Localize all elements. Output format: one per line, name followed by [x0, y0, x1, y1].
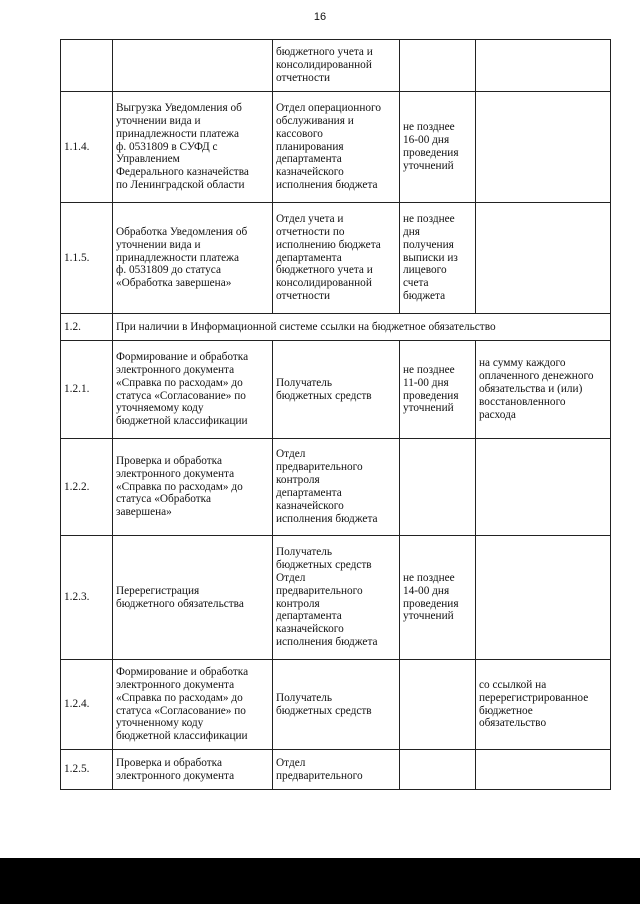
- performer-cell: Отдел учета и отчетности по исполнению бюджета департамента бюджетного учета и консолидированной отчетности: [273, 203, 400, 314]
- performer-cell: Отдел операционного обслуживания и кассового планирования департамента казначейского исполнения бюджета: [273, 92, 400, 203]
- table-row: [61, 536, 611, 660]
- deadline-cell: [400, 750, 476, 790]
- deadline-cell: не позднее 16-00 дня проведения уточнений: [400, 92, 476, 203]
- action-cell: Формирование и обработка электронного документа «Справка по расходам» до статуса «Согласование» по уточняемому коду бюджетной классификации: [113, 341, 273, 439]
- row-number: 1.2.5.: [61, 750, 113, 790]
- performer-cell: бюджетного учета и консолидированной отчетности: [273, 40, 400, 92]
- action-cell: Проверка и обработка электронного документа «Справка по расходам» до статуса «Обработка завершена»: [113, 439, 273, 536]
- deadline-cell: [400, 439, 476, 536]
- note-cell: [476, 750, 611, 790]
- row-number: 1.2.: [61, 314, 113, 341]
- action-cell: Проверка и обработка электронного документа: [113, 750, 273, 790]
- row-number: 1.2.3.: [61, 536, 113, 660]
- procedure-table: [60, 39, 611, 790]
- row-number: 1.2.4.: [61, 660, 113, 750]
- performer-cell: Отдел предварительного: [273, 750, 400, 790]
- table-row: [61, 750, 611, 790]
- row-number: 1.1.5.: [61, 203, 113, 314]
- row-number: 1.1.4.: [61, 92, 113, 203]
- page-number: 16: [313, 11, 327, 23]
- note-cell: на сумму каждого оплаченного денежного обязательства и (или) восстановленного расхода: [476, 341, 611, 439]
- deadline-cell: не позднее дня получения выписки из лицевого счета бюджета: [400, 203, 476, 314]
- row-number: 1.2.2.: [61, 439, 113, 536]
- table-row: [61, 203, 611, 314]
- performer-cell: Получатель бюджетных средств: [273, 341, 400, 439]
- action-cell: [113, 40, 273, 92]
- action-cell: Обработка Уведомления об уточнении вида и принадлежности платежа ф. 0531809 до статуса «Обработка завершена»: [113, 203, 273, 314]
- action-cell: Выгрузка Уведомления об уточнении вида и принадлежности платежа ф. 0531809 в СУФД с Управлением Федерального казначейства по Ленинградской области: [113, 92, 273, 203]
- scan-bottom-border: [0, 858, 640, 904]
- table-row: [61, 40, 611, 92]
- deadline-cell: не позднее 11-00 дня проведения уточнений: [400, 341, 476, 439]
- table-row: [61, 660, 611, 750]
- row-number: 1.2.1.: [61, 341, 113, 439]
- section-title: При наличии в Информационной системе ссылки на бюджетное обязательство: [113, 314, 611, 341]
- performer-cell: Отдел предварительного контроля департамента казначейского исполнения бюджета: [273, 439, 400, 536]
- note-cell: [476, 92, 611, 203]
- section-row: [61, 314, 611, 341]
- deadline-cell: [400, 660, 476, 750]
- note-cell: [476, 439, 611, 536]
- action-cell: Формирование и обработка электронного документа «Справка по расходам» до статуса «Согласование» по уточненному коду бюджетной классификации: [113, 660, 273, 750]
- action-cell: Перерегистрация бюджетного обязательства: [113, 536, 273, 660]
- deadline-cell: [400, 40, 476, 92]
- table-row: [61, 341, 611, 439]
- performer-cell: Получатель бюджетных средств Отдел предварительного контроля департамента казначейского исполнения бюджета: [273, 536, 400, 660]
- table-row: [61, 92, 611, 203]
- row-number: [61, 40, 113, 92]
- deadline-cell: не позднее 14-00 дня проведения уточнений: [400, 536, 476, 660]
- note-cell: [476, 40, 611, 92]
- note-cell: [476, 203, 611, 314]
- performer-cell: Получатель бюджетных средств: [273, 660, 400, 750]
- note-cell: со ссылкой на перерегистрированное бюджетное обязательство: [476, 660, 611, 750]
- note-cell: [476, 536, 611, 660]
- table-row: [61, 439, 611, 536]
